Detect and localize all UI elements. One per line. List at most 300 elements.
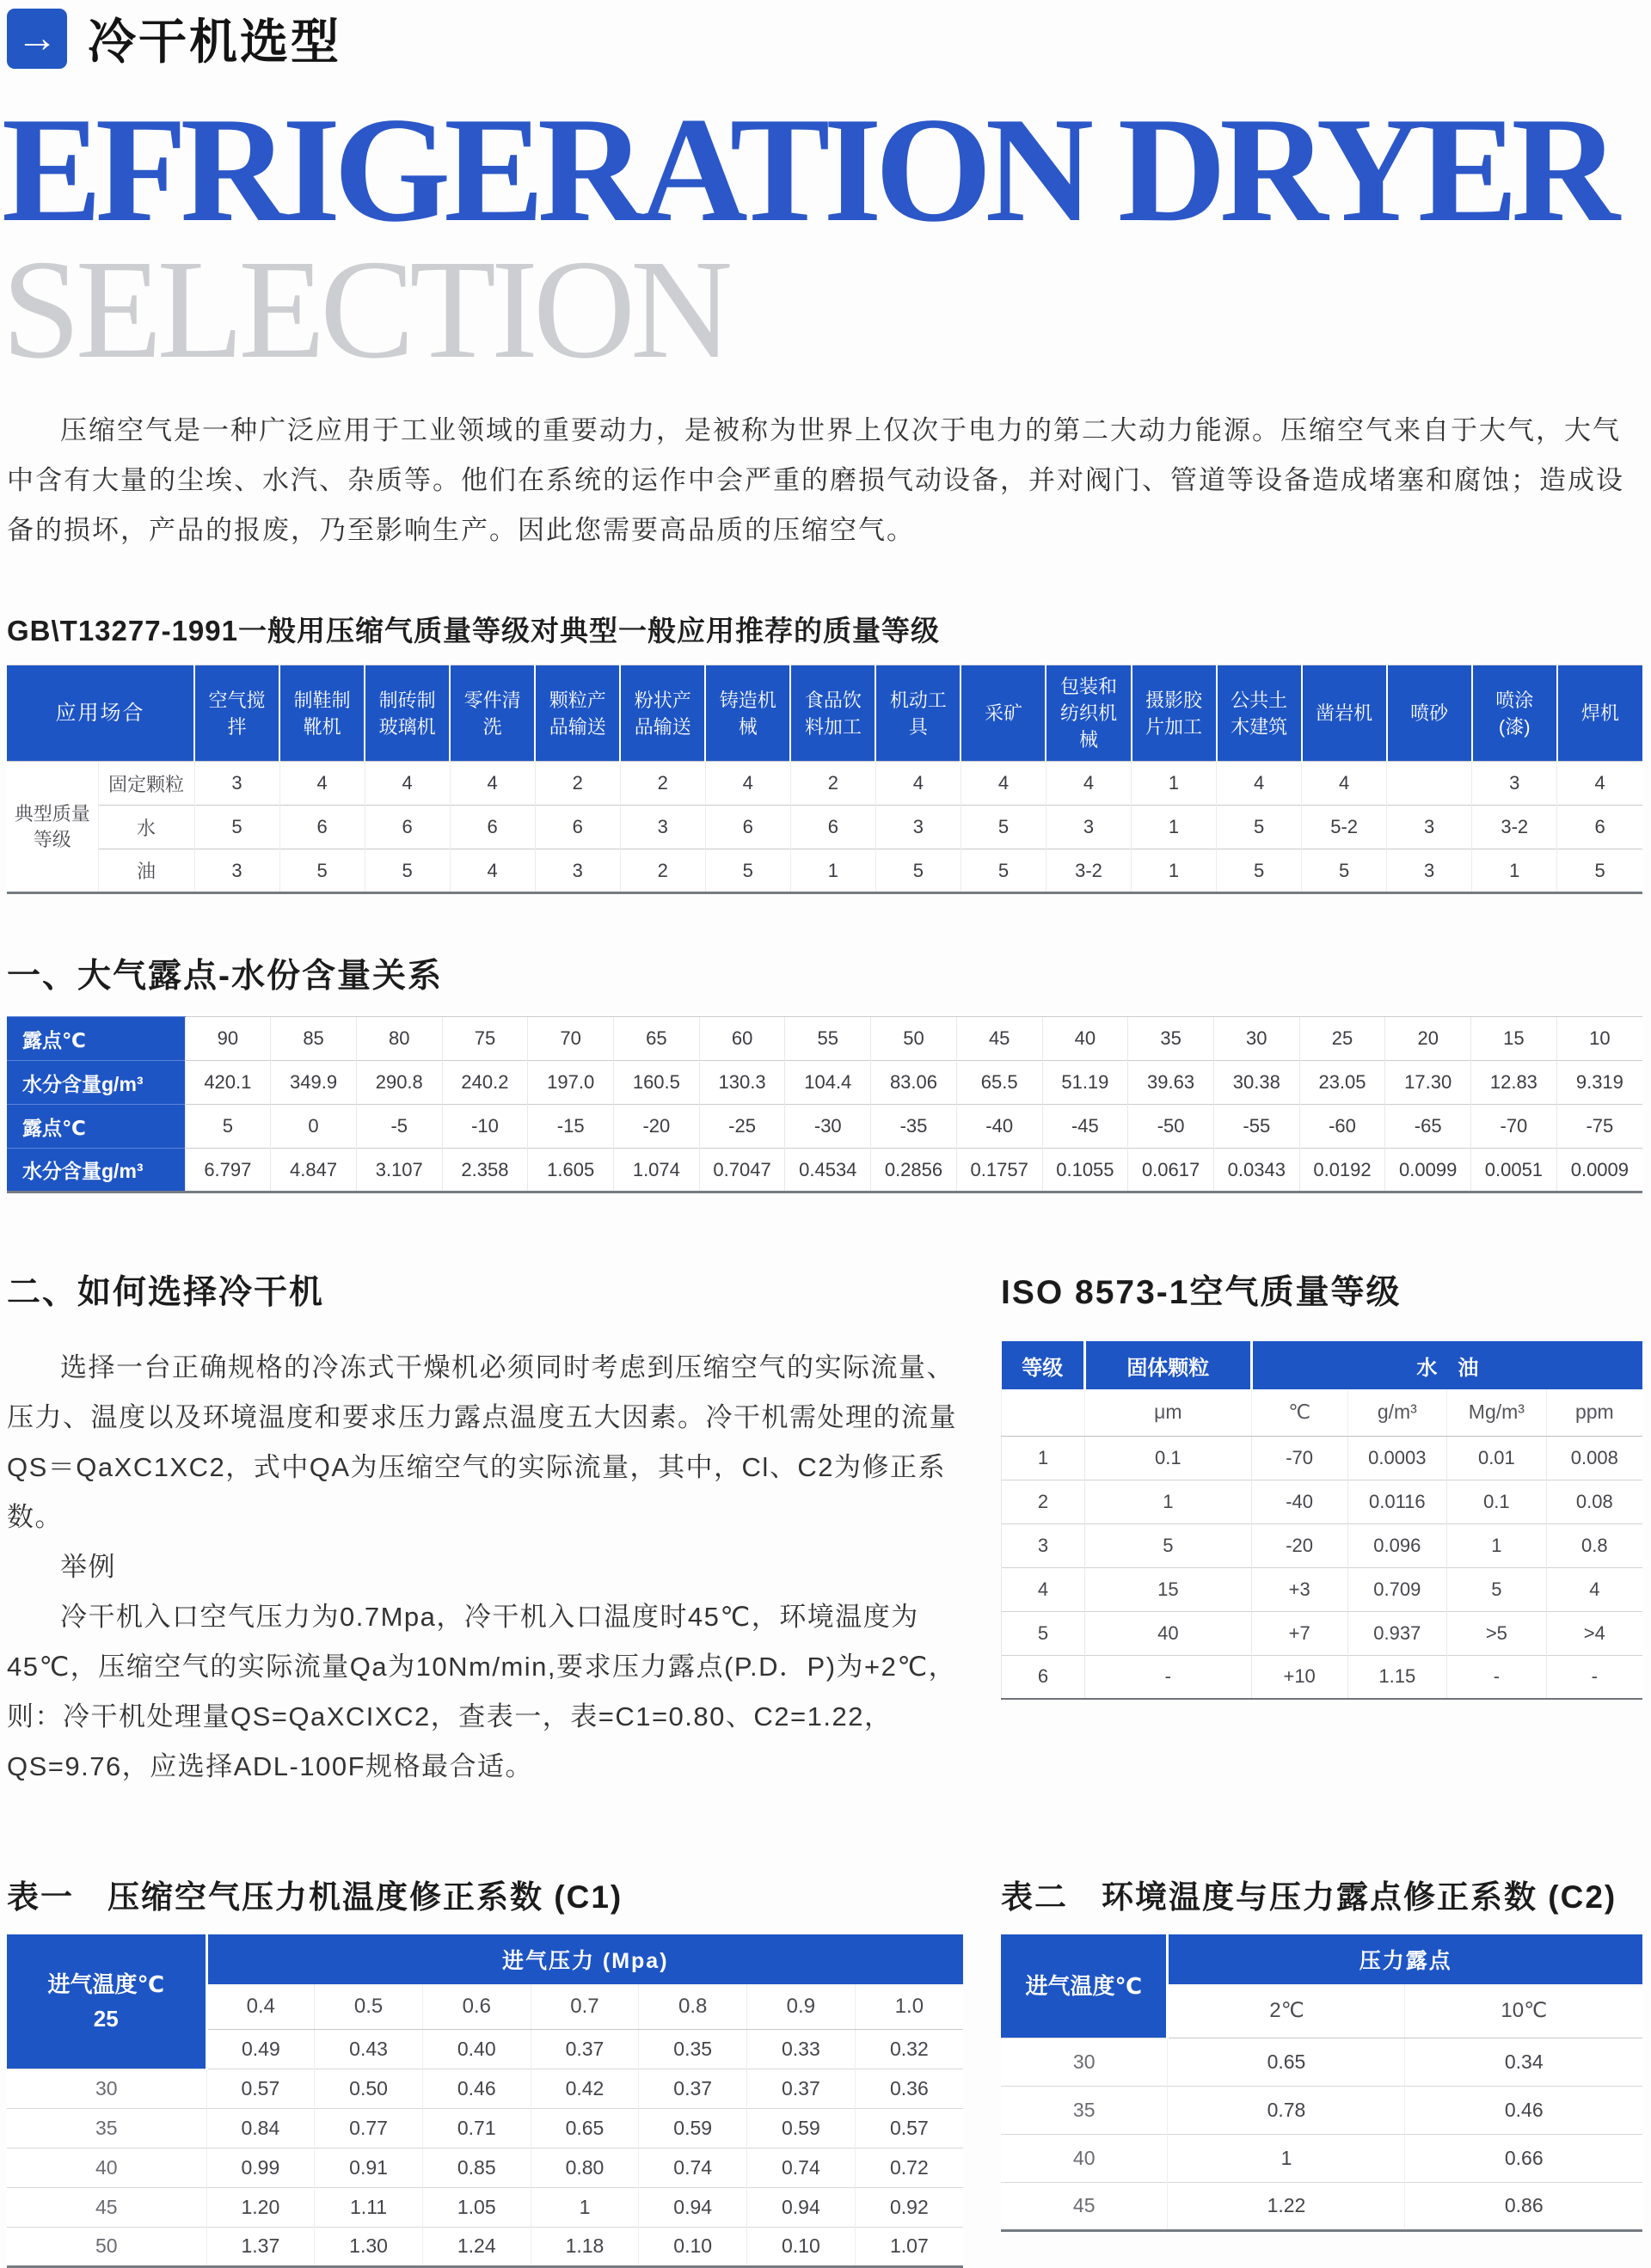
gb-cell: 3 xyxy=(1472,762,1557,806)
dew-cell: 20 xyxy=(1385,1017,1471,1061)
dew-cell: -35 xyxy=(871,1105,957,1149)
c1-cell: 1.20 xyxy=(206,2187,315,2227)
c1-cell: 1.24 xyxy=(422,2227,531,2266)
iso-column xyxy=(1001,1266,1642,1700)
gb-cell: 6 xyxy=(1557,806,1642,849)
dew-cell: 85 xyxy=(271,1017,357,1061)
gb-cell: 1 xyxy=(790,849,875,893)
gb-cell: 4 xyxy=(450,849,535,893)
dew-cell: 39.63 xyxy=(1128,1061,1214,1105)
c2-dewpoint-value: 2℃ xyxy=(1168,1984,1405,2038)
c1-cell: 0.57 xyxy=(855,2108,963,2148)
gb-cell: 5 xyxy=(1217,849,1302,893)
c1-cell: 0.10 xyxy=(639,2227,747,2266)
iso-cell: - xyxy=(1447,1655,1547,1699)
dew-cell: 4.847 xyxy=(271,1149,357,1192)
arrow-icon xyxy=(7,9,67,69)
c1-cell: 0.92 xyxy=(855,2187,963,2227)
gb-cell: 4 xyxy=(961,762,1046,806)
gb-cell: 1 xyxy=(1132,762,1217,806)
dew-cell: 0.0617 xyxy=(1128,1149,1214,1192)
c2-data-row xyxy=(1001,2134,1642,2182)
dew-cell: 3.107 xyxy=(356,1149,442,1192)
gb-row xyxy=(7,806,1642,849)
dew-cell: 0.7047 xyxy=(699,1149,785,1192)
c1-corner-line2: 25 xyxy=(93,2005,119,2032)
dew-cell: -20 xyxy=(614,1105,700,1149)
iso-cell: 2 xyxy=(1002,1480,1085,1523)
gb-cell: 5 xyxy=(365,849,450,893)
gb-column-header: 制鞋制靴机 xyxy=(279,665,365,762)
two-column-area xyxy=(7,1266,1642,1792)
dew-row xyxy=(7,1017,1642,1061)
gb-column-header: 制砖制玻璃机 xyxy=(365,665,450,762)
iso-unit-header: ppm xyxy=(1546,1389,1642,1436)
dew-cell: 83.06 xyxy=(871,1061,957,1105)
gb-quality-table xyxy=(7,665,1642,894)
gb-cell: 5 xyxy=(961,806,1046,849)
dew-cell: -65 xyxy=(1385,1105,1471,1149)
iso-cell: +10 xyxy=(1251,1655,1347,1699)
c2-corner-header: 进气温度℃ xyxy=(1001,1934,1168,2038)
gb-cell: 4 xyxy=(1217,762,1302,806)
dew-cell: 10 xyxy=(1556,1017,1642,1061)
c1-cell: 1.30 xyxy=(315,2227,423,2266)
gb-cell: 3-2 xyxy=(1046,849,1131,893)
gb-column-header: 喷砂 xyxy=(1387,665,1472,762)
dew-cell: -50 xyxy=(1128,1105,1214,1149)
c1-pressure-value: 0.7 xyxy=(531,1984,639,2029)
gb-column-header: 空气搅拌 xyxy=(194,665,279,762)
c1-cell: 0.91 xyxy=(315,2148,423,2187)
dew-cell: 25 xyxy=(1299,1017,1385,1061)
gb-cell: 6 xyxy=(535,806,620,849)
dew-row xyxy=(7,1149,1642,1192)
c2-data-row xyxy=(1001,2086,1642,2134)
c1-cell: 0.10 xyxy=(747,2227,856,2266)
c1-cell: 0.94 xyxy=(639,2187,747,2227)
iso-cell: 5 xyxy=(1447,1567,1547,1611)
c1-table-title: 表一 压缩空气压力机温度修正系数 (C1) xyxy=(7,1879,623,1915)
iso-cell: 0.01 xyxy=(1447,1436,1547,1480)
iso-subheader-row xyxy=(1002,1389,1643,1436)
iso-unit-header: μm xyxy=(1084,1389,1251,1436)
gb-header-row xyxy=(7,665,1642,762)
iso-cell: 1 xyxy=(1447,1523,1547,1567)
c1-data-row xyxy=(7,2148,963,2187)
iso-data-row xyxy=(1002,1480,1643,1523)
gb-cell: 4 xyxy=(705,762,790,806)
gb-cell: 3 xyxy=(535,849,620,893)
how-to-select-column xyxy=(7,1266,963,1792)
c1-correction-table xyxy=(7,1934,963,2268)
gb-cell: 5 xyxy=(875,849,961,893)
gb-cell: 6 xyxy=(705,806,790,849)
gb-column-header: 喷涂(漆) xyxy=(1472,665,1557,762)
gb-column-header: 公共土木建筑 xyxy=(1217,665,1302,762)
iso-cell: 6 xyxy=(1002,1655,1085,1699)
c2-cell: 1 xyxy=(1168,2134,1405,2182)
gb-cell: 1 xyxy=(1132,849,1217,893)
c1-cell: 0.46 xyxy=(422,2069,531,2108)
c1-cell: 0.59 xyxy=(639,2108,747,2148)
gb-cell: 1 xyxy=(1132,806,1217,849)
dew-row xyxy=(7,1061,1642,1105)
dew-cell: 197.0 xyxy=(528,1061,614,1105)
iso-header-water-oil: 水 油 xyxy=(1251,1341,1642,1389)
gb-column-header: 铸造机械 xyxy=(705,665,790,762)
c1-cell: 0.99 xyxy=(206,2148,315,2187)
gb-cell: 4 xyxy=(875,762,961,806)
iso-header-grade: 等级 xyxy=(1002,1341,1085,1389)
c2-data-row xyxy=(1001,2182,1642,2230)
c1-corner-header xyxy=(7,1934,206,2069)
gb-column-header: 颗粒产品输送 xyxy=(535,665,620,762)
dew-cell: 45 xyxy=(956,1017,1042,1061)
gb-cell: 4 xyxy=(365,762,450,806)
c2-cell: 0.34 xyxy=(1405,2038,1642,2086)
c1-cell: 0.94 xyxy=(747,2187,856,2227)
dew-cell: 17.30 xyxy=(1385,1061,1471,1105)
dew-cell: 0.1757 xyxy=(956,1149,1042,1192)
gb-cell: 4 xyxy=(1557,762,1642,806)
gb-column-header: 摄影胶片加工 xyxy=(1132,665,1217,762)
iso-cell: 0.0003 xyxy=(1347,1436,1447,1480)
iso-cell: 1 xyxy=(1002,1436,1085,1480)
c1-pressure-value: 0.6 xyxy=(422,1984,531,2029)
gb-cell: 6 xyxy=(790,806,875,849)
gb-cell: 3 xyxy=(1387,849,1472,893)
iso-cell: -70 xyxy=(1251,1436,1347,1480)
iso-unit-header: ℃ xyxy=(1251,1389,1347,1436)
iso-unit-header: g/m³ xyxy=(1347,1389,1447,1436)
gb-cell: 5 xyxy=(705,849,790,893)
c2-cell: 0.78 xyxy=(1168,2086,1405,2134)
gb-table-title: GB\T13277-1991一般用压缩气质量等级对典型一般应用推荐的质量等级 xyxy=(7,615,940,647)
gb-cell: 5-2 xyxy=(1302,806,1387,849)
gb-cell: 1 xyxy=(1472,849,1557,893)
c1-cell: 0.33 xyxy=(747,2029,856,2069)
dew-cell: -60 xyxy=(1299,1105,1385,1149)
dew-cell: -30 xyxy=(785,1105,871,1149)
dew-cell: 30 xyxy=(1213,1017,1299,1061)
gb-column-header: 凿岩机 xyxy=(1302,665,1387,762)
title-en-line1: EFRIGERATION DRYER xyxy=(2,86,1613,253)
dew-cell: 75 xyxy=(442,1017,528,1061)
how-to-select-text xyxy=(7,1343,963,1792)
dew-cell: -45 xyxy=(1042,1105,1128,1149)
c1-cell: 0.80 xyxy=(531,2148,639,2187)
iso-cell: >4 xyxy=(1546,1611,1642,1655)
how-paragraph-3: 冷干机入口空气压力为0.7Mpa，冷干机入口温度时45℃，环境温度为45℃，压缩空气的实际流量Qa为10Nm/min,要求压力露点(P.D．P)为+2℃，则：冷干机处理量QS=QaXCIXC2，查表一，表=C1=0.80、C2=1.22，QS=9.76，应选择ADL-100F规格最合适。 xyxy=(7,1602,957,1781)
iso-cell: -40 xyxy=(1251,1480,1347,1523)
iso-cell: 0.8 xyxy=(1546,1523,1642,1567)
c1-cell: 0.72 xyxy=(855,2148,963,2187)
gb-row-group-label: 典型质量等级 xyxy=(7,762,98,893)
iso-cell: 0.1 xyxy=(1447,1480,1547,1523)
dew-cell: 50 xyxy=(871,1017,957,1061)
c1-corner-line1: 进气温度℃ xyxy=(47,1971,164,1997)
c2-table-wrap xyxy=(1001,1934,1642,2232)
c1-cell: 0.43 xyxy=(315,2029,423,2069)
iso-unit-header xyxy=(1002,1389,1085,1436)
c1-cell: 0.77 xyxy=(315,2108,423,2148)
dew-cell: 55 xyxy=(785,1017,871,1061)
dew-cell: 130.3 xyxy=(699,1061,785,1105)
gb-column-header: 机动工具 xyxy=(875,665,961,762)
c1-data-row xyxy=(7,2227,963,2266)
iso-data-row xyxy=(1002,1655,1643,1699)
c1-pressure-value: 1.0 xyxy=(855,1984,963,2029)
bottom-tables xyxy=(7,1934,1642,2268)
dew-cell: 2.358 xyxy=(442,1149,528,1192)
dew-cell: 40 xyxy=(1042,1017,1128,1061)
section1-title: 一、大气露点-水份含量关系 xyxy=(7,958,443,995)
c2-table-title: 表二 环境温度与压力露点修正系数 (C2) xyxy=(1001,1879,1617,1915)
dew-cell: 349.9 xyxy=(271,1061,357,1105)
dew-cell: -10 xyxy=(442,1105,528,1149)
c1-cell: 0.49 xyxy=(206,2029,315,2069)
dew-cell: 35 xyxy=(1128,1017,1214,1061)
dew-cell: 5 xyxy=(185,1105,271,1149)
dew-cell: 1.605 xyxy=(528,1149,614,1192)
c1-pressure-header: 进气压力 (Mpa) xyxy=(206,1934,963,1984)
c1-data-row xyxy=(7,2069,963,2108)
dew-row-label: 露点℃ xyxy=(7,1105,185,1149)
dew-cell: 240.2 xyxy=(442,1061,528,1105)
c1-data-row xyxy=(7,2187,963,2227)
c1-header-row xyxy=(7,1934,963,1984)
dew-cell: -75 xyxy=(1556,1105,1642,1149)
iso-cell: 5 xyxy=(1002,1611,1085,1655)
dew-cell: 290.8 xyxy=(356,1061,442,1105)
dew-cell: 160.5 xyxy=(614,1061,700,1105)
title-en-line2: SELECTION xyxy=(2,230,728,388)
iso-cell: >5 xyxy=(1447,1611,1547,1655)
page-header xyxy=(7,7,1642,70)
c1-cell: 0.71 xyxy=(422,2108,531,2148)
c1-cell: 0.50 xyxy=(315,2069,423,2108)
iso-cell: 0.937 xyxy=(1347,1611,1447,1655)
dew-cell: -15 xyxy=(528,1105,614,1149)
iso-air-quality-table xyxy=(1001,1341,1642,1700)
iso-cell: 0.1 xyxy=(1084,1436,1251,1480)
dew-cell: 65.5 xyxy=(956,1061,1042,1105)
c2-cell: 30 xyxy=(1001,2038,1168,2086)
c2-cell: 45 xyxy=(1001,2182,1168,2230)
iso-data-row xyxy=(1002,1567,1643,1611)
dew-cell: 51.19 xyxy=(1042,1061,1128,1105)
c2-cell: 35 xyxy=(1001,2086,1168,2134)
iso-table-title: ISO 8573-1空气质量等级 xyxy=(1001,1274,1402,1311)
iso-cell: +3 xyxy=(1251,1567,1347,1611)
dew-cell: 0.1055 xyxy=(1042,1149,1128,1192)
dew-cell: -70 xyxy=(1471,1105,1557,1149)
c1-cell: 0.35 xyxy=(639,2029,747,2069)
dew-cell: 0 xyxy=(271,1105,357,1149)
c2-dewpoint-header: 压力露点 xyxy=(1168,1934,1642,1984)
c2-cell: 0.65 xyxy=(1168,2038,1405,2086)
gb-row-label: 固定颗粒 xyxy=(98,762,194,806)
c2-cell: 1.22 xyxy=(1168,2182,1405,2230)
c1-cell: 1.37 xyxy=(206,2227,315,2266)
gb-column-header: 焊机 xyxy=(1557,665,1642,762)
iso-cell: 0.008 xyxy=(1546,1436,1642,1480)
gb-row-label: 水 xyxy=(98,806,194,849)
dew-row-label: 水分含量g/m³ xyxy=(7,1061,185,1105)
dew-cell: 30.38 xyxy=(1213,1061,1299,1105)
iso-data-row xyxy=(1002,1611,1643,1655)
c2-header-row xyxy=(1001,1934,1642,1984)
c1-pressure-value: 0.9 xyxy=(747,1984,856,2029)
gb-cell: 4 xyxy=(1302,762,1387,806)
dew-cell: 60 xyxy=(699,1017,785,1061)
c1-cell: 45 xyxy=(7,2187,206,2227)
gb-cell: 6 xyxy=(365,806,450,849)
iso-cell: 40 xyxy=(1084,1611,1251,1655)
iso-cell: 0.096 xyxy=(1347,1523,1447,1567)
c2-dewpoint-value: 10℃ xyxy=(1405,1984,1642,2038)
iso-cell: 5 xyxy=(1084,1523,1251,1567)
iso-cell: +7 xyxy=(1251,1611,1347,1655)
dew-cell: 0.0099 xyxy=(1385,1149,1471,1192)
how-paragraph-2: 举例 xyxy=(60,1552,116,1582)
gb-cell: 3 xyxy=(620,806,705,849)
c1-cell: 0.40 xyxy=(422,2029,531,2069)
c1-pressure-value: 0.8 xyxy=(639,1984,747,2029)
gb-row xyxy=(7,849,1642,893)
dew-row-label: 水分含量g/m³ xyxy=(7,1149,185,1192)
gb-cell: 3 xyxy=(1387,806,1472,849)
gb-cell: 2 xyxy=(790,762,875,806)
gb-column-header: 粉状产品输送 xyxy=(620,665,705,762)
c1-cell: 40 xyxy=(7,2148,206,2187)
c2-correction-table xyxy=(1001,1934,1642,2232)
c1-cell: 0.32 xyxy=(855,2029,963,2069)
iso-cell: - xyxy=(1546,1655,1642,1699)
gb-cell: 5 xyxy=(1302,849,1387,893)
iso-cell: -20 xyxy=(1251,1523,1347,1567)
dew-cell: 70 xyxy=(528,1017,614,1061)
c1-cell: 0.37 xyxy=(531,2029,639,2069)
dew-cell: 420.1 xyxy=(185,1061,271,1105)
iso-cell: - xyxy=(1084,1655,1251,1699)
iso-cell: 1.15 xyxy=(1347,1655,1447,1699)
dewpoint-table xyxy=(7,1016,1642,1193)
c1-cell: 0.74 xyxy=(639,2148,747,2187)
c1-cell: 30 xyxy=(7,2069,206,2108)
iso-cell: 0.08 xyxy=(1546,1480,1642,1523)
c1-cell: 1.07 xyxy=(855,2227,963,2266)
gb-row xyxy=(7,762,1642,806)
iso-data-row xyxy=(1002,1523,1643,1567)
c1-table-wrap xyxy=(7,1934,963,2268)
dew-cell: 6.797 xyxy=(185,1149,271,1192)
arrow-glyph: → xyxy=(16,15,58,61)
dew-cell: 65 xyxy=(614,1017,700,1061)
gb-cell: 6 xyxy=(279,806,365,849)
how-paragraph-1: 选择一台正确规格的冷冻式干燥机必须同时考虑到压缩空气的实际流量、压力、温度以及环境温度和要求压力露点温度五大因素。冷干机需处理的流量QS＝QaXC1XC2，式中QA为压缩空气的实际流量，其中，Cl、C2为修正系数。 xyxy=(7,1352,957,1532)
c1-data-row xyxy=(7,2108,963,2148)
dew-cell: -55 xyxy=(1213,1105,1299,1149)
c2-cell: 0.86 xyxy=(1405,2182,1642,2230)
dew-cell: -40 xyxy=(956,1105,1042,1149)
c1-pressure-value: 0.4 xyxy=(206,1984,315,2029)
dew-cell: -25 xyxy=(699,1105,785,1149)
c1-cell: 0.37 xyxy=(747,2069,856,2108)
c1-cell: 0.57 xyxy=(206,2069,315,2108)
iso-cell: 4 xyxy=(1546,1567,1642,1611)
c1-cell: 1 xyxy=(531,2187,639,2227)
gb-cell: 2 xyxy=(535,762,620,806)
dew-cell: 104.4 xyxy=(785,1061,871,1105)
gb-cell: 3 xyxy=(1046,806,1131,849)
dew-cell: 0.0009 xyxy=(1556,1149,1642,1192)
intro-paragraph: 压缩空气是一种广泛应用于工业领域的重要动力，是被称为世界上仅次于电力的第二大动力能源。压缩空气来自于大气，大气中含有大量的尘埃、水汽、杂质等。他们在系统的运作中会严重的磨损气动设备，并对阀门、管道等设备造成堵塞和腐蚀；造成设备的损坏，产品的报废，乃至影响生产。因此您需要高品质的压缩空气。 xyxy=(7,415,1624,545)
c2-cell: 0.46 xyxy=(1405,2086,1642,2134)
c2-data-row xyxy=(1001,2038,1642,2086)
dew-cell: 12.83 xyxy=(1471,1061,1557,1105)
dew-cell: 0.2856 xyxy=(871,1149,957,1192)
dew-cell: 0.0343 xyxy=(1213,1149,1299,1192)
gb-cell: 5 xyxy=(194,806,279,849)
dew-cell: 0.4534 xyxy=(785,1149,871,1192)
c1-cell: 0.85 xyxy=(422,2148,531,2187)
gb-cell: 6 xyxy=(450,806,535,849)
dew-cell: -5 xyxy=(356,1105,442,1149)
c1-cell: 1.11 xyxy=(315,2187,423,2227)
c1-cell: 1.05 xyxy=(422,2187,531,2227)
iso-cell: 0.0116 xyxy=(1347,1480,1447,1523)
gb-cell: 5 xyxy=(1557,849,1642,893)
gb-row-label: 油 xyxy=(98,849,194,893)
dew-cell: 23.05 xyxy=(1299,1061,1385,1105)
c2-cell: 40 xyxy=(1001,2134,1168,2182)
gb-cell: 5 xyxy=(961,849,1046,893)
c1-cell: 0.37 xyxy=(639,2069,747,2108)
iso-unit-header: Mg/m³ xyxy=(1447,1389,1547,1436)
gb-corner-header: 应用场合 xyxy=(7,665,194,762)
iso-data-row xyxy=(1002,1436,1643,1480)
gb-cell: 4 xyxy=(279,762,365,806)
iso-header-solid: 固体颗粒 xyxy=(1084,1341,1251,1389)
gb-cell: 3 xyxy=(194,762,279,806)
dew-cell: 9.319 xyxy=(1556,1061,1642,1105)
c1-cell: 1.18 xyxy=(531,2227,639,2266)
page-title-cn: 冷干机选型 xyxy=(88,15,341,69)
dew-cell: 0.0192 xyxy=(1299,1149,1385,1192)
dew-cell: 15 xyxy=(1471,1017,1557,1061)
c1-cell: 0.36 xyxy=(855,2069,963,2108)
gb-column-header: 包装和纺织机械 xyxy=(1046,665,1131,762)
c1-cell: 0.74 xyxy=(747,2148,856,2187)
dew-cell: 1.074 xyxy=(614,1149,700,1192)
dew-row-label: 露点℃ xyxy=(7,1017,185,1061)
dew-cell: 90 xyxy=(185,1017,271,1061)
c1-cell: 50 xyxy=(7,2227,206,2266)
section2-title: 二、如何选择冷干机 xyxy=(7,1274,325,1311)
dew-row xyxy=(7,1105,1642,1149)
iso-cell: 15 xyxy=(1084,1567,1251,1611)
gb-cell: 5 xyxy=(1217,806,1302,849)
c1-pressure-value: 0.5 xyxy=(315,1984,423,2029)
c1-cell: 0.59 xyxy=(747,2108,856,2148)
iso-cell: 3 xyxy=(1002,1523,1085,1567)
gb-cell: 3 xyxy=(194,849,279,893)
gb-cell: 3 xyxy=(875,806,961,849)
gb-column-header: 采矿 xyxy=(961,665,1046,762)
gb-cell: 4 xyxy=(1046,762,1131,806)
